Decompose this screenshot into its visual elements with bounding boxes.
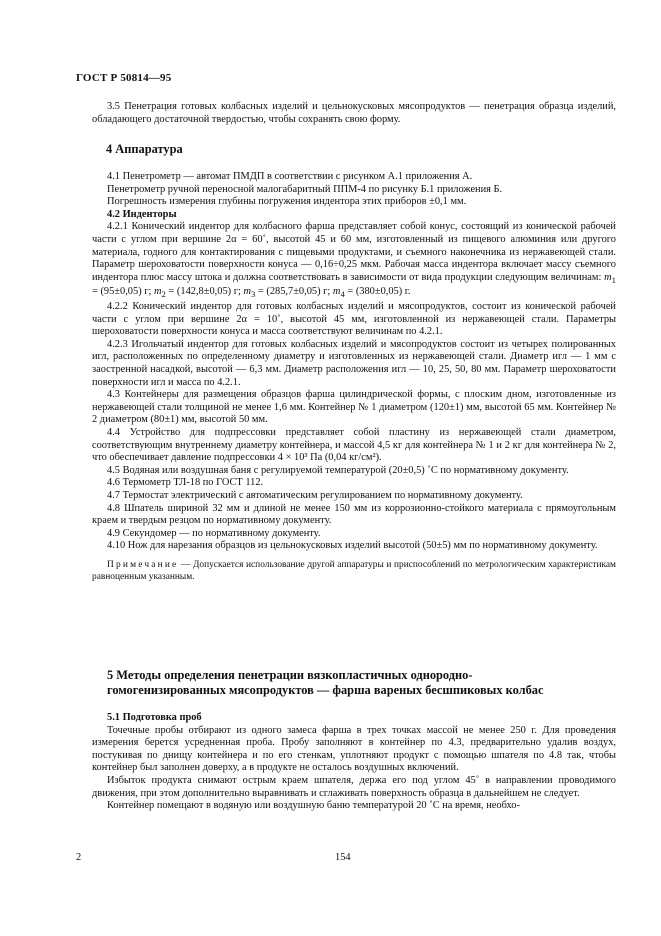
mass-symbol: m <box>243 286 251 298</box>
note-text: — Допускается использование другой аппаратуры и приспособлений по метрологическим характеристикам равноценным указанным. <box>92 559 616 582</box>
paragraph-4-7: 4.7 Термостат электрический с автоматическим регулированием по нормативному документу. <box>107 490 523 501</box>
paragraph-4-6: 4.6 Термометр ТЛ-18 по ГОСТ 112. <box>107 477 264 489</box>
mass-value-2: = (142,8±0,05) г; <box>165 286 241 298</box>
section-4-body <box>92 171 616 583</box>
mass-symbol: m <box>154 286 162 298</box>
document-header: ГОСТ Р 50814—95 <box>76 72 172 84</box>
mass-symbol: m <box>604 271 612 283</box>
paragraph-4-5: 4.5 Водяная или воздушная баня с регулируемой температурой (20±0,5) ˚С по нормативному документу. <box>107 464 569 476</box>
paragraph-3-5: 3.5 Пенетрация готовых колбасных изделий и цельнокусковых мясопродуктов — пенетрация образца изделий, обладающего достаточной твердостью, чтобы сохранять свою форму. <box>92 101 616 125</box>
subsection-5-1-title: 5.1 Подготовка проб <box>107 712 202 723</box>
section-3-5 <box>92 101 616 126</box>
section-5-body <box>92 712 616 813</box>
mass-index: 2 <box>161 289 166 300</box>
paragraph-4-1-line-2: Пенетрометр ручной переносной малогабаритный ППМ-4 по рисунку Б.1 приложения Б. <box>107 183 503 195</box>
paragraph-5-1-c: Контейнер помещают в водяную или воздушную баню температурой 20 ˚С на время, необхо- <box>107 800 520 812</box>
paragraph-4-2-3: 4.2.3 Игольчатый индентор для готовых колбасных изделий и мясопродуктов состоит из четырех полированных игл, расположенных по определенному диаметру и изготовленных из нержавеющей стали. Диаметр игл — 1 мм с заостренной насадкой, высотой — 6,3 мм. Диаметр расположения игл — 10, 25, 50, 80 мм. Параметр шероховатости поверхности игл и масса по 4.2.1. <box>92 338 616 388</box>
paragraph-4-1-line-1: 4.1 Пенетрометр — автомат ПМДП в соответствии с рисунком А.1 приложения А. <box>107 171 473 182</box>
paragraph-4-1-line-3: Погрешность измерения глубины погружения индентора этих приборов ±0,1 мм. <box>107 196 467 208</box>
subsection-4-2-title: 4.2 Инденторы <box>107 208 177 220</box>
page-number-center: 154 <box>335 852 351 863</box>
note <box>92 560 616 583</box>
mass-index: 3 <box>250 289 256 300</box>
paragraph-5-1-b: Избыток продукта снимают острым краем шпателя, держа его под углом 45˚ в направлении проводимого движения, при этом дополнительно выравнивать и сглаживать поверхность образца в дальнейшем не следует. <box>92 774 616 799</box>
paragraph-4-10: 4.10 Нож для нарезания образцов из цельнокусковых изделий высотой (50±5) мм по нормативному документу. <box>107 540 598 552</box>
section-4-title: 4 Аппаратура <box>106 142 183 156</box>
paragraph-4-4: 4.4 Устройство для подпрессовки представляет собой пластину из нержавеющей стали диаметром, соответствующим внутреннему диаметру контейнера, и массой 4,5 кг для контейнера № 1 и 2 кг для контейнера № 2, что обеспечивает давление подпрессовки 4 × 10³ Па (0,04 кг/см²). <box>92 427 616 464</box>
paragraph-4-8: 4.8 Шпатель шириной 32 мм и длиной не менее 150 мм из коррозионно-стойкого материала с прямоугольным краем и твердым резцом по нормативному документу. <box>92 502 616 527</box>
mass-symbol: m <box>332 286 341 298</box>
mass-index: 4 <box>340 289 345 300</box>
page-number-left: 2 <box>76 852 82 863</box>
section-5-title-line-1: 5 Методы определения пенетрации вязкопластичных однородно- <box>107 668 473 682</box>
paragraph-5-1-a: Точечные пробы отбирают из одного замеса фарша в трех точках массой не менее 250 г. Для проведения измерения берется усредненная проба. Пробу заполняют в контейнер по 4.3, предварительно удалив воздух, постукивая по днищу контейнера и по его стенкам, уплотняют продукт с помощью шпателя по 4.8 так, чтобы контейнер был заполнен доверху, а в продукте не осталось воздушных включений. <box>92 724 616 774</box>
mass-value-4: = (380±0,05) г. <box>344 286 411 298</box>
mass-value-3: = (285,7±0,05) г; <box>255 286 331 298</box>
section-5-title-line-2: гомогенизированных мясопродуктов — фарша вареных бесшпиковых колбас <box>107 683 544 697</box>
paragraph-4-2-1 <box>92 221 616 301</box>
paragraph-4-3: 4.3 Контейнеры для размещения образцов фарша цилиндрической формы, с плоским дном, изготовленные из нержавеющей стали толщиной не менее 1,6 мм. Контейнер № 1 диаметром (120±1) мм, высотой 65 мм. Контейнер № 2 диаметром (80±1) мм, высотой 50 мм. <box>92 389 616 426</box>
mass-value-1: = (95±0,05) г; <box>92 286 152 298</box>
paragraph-4-2-1-text: 4.2.1 Конический индентор для колбасного фарша представляет собой конус, состоящий из конической рабочей части с углом при вершине 2α = 60˚, высотой 45 и 60 мм, изготовленный из пищевого алюминия или другого материала, годного для контактирования с пищевыми продуктами, и съемного наконечника из нержавеющей стали. Параметр шероховатости поверхности конуса — 0,16÷0,25 мкм. Рабочая масса индентора включает массу съемного индентора плюс массу штока и должна соответствовать в зависимости от вида продукции следующим величинам: <box>92 221 616 283</box>
note-label: Примечание <box>107 559 179 570</box>
section-5-title <box>92 668 616 698</box>
paragraph-4-9: 4.9 Секундомер — по нормативному документу. <box>107 527 321 539</box>
mass-index: 1 <box>611 274 616 285</box>
paragraph-4-2-2: 4.2.2 Конический индентор для готовых колбасных изделий и мясопродуктов, состоит из конической рабочей части с углом при вершине 2α = 10˚, высотой 45 мм, изготовленной из нержавеющей стали. Параметры шероховатости поверхности конуса и масса соответствуют величинам по 4.2.1. <box>92 301 616 338</box>
